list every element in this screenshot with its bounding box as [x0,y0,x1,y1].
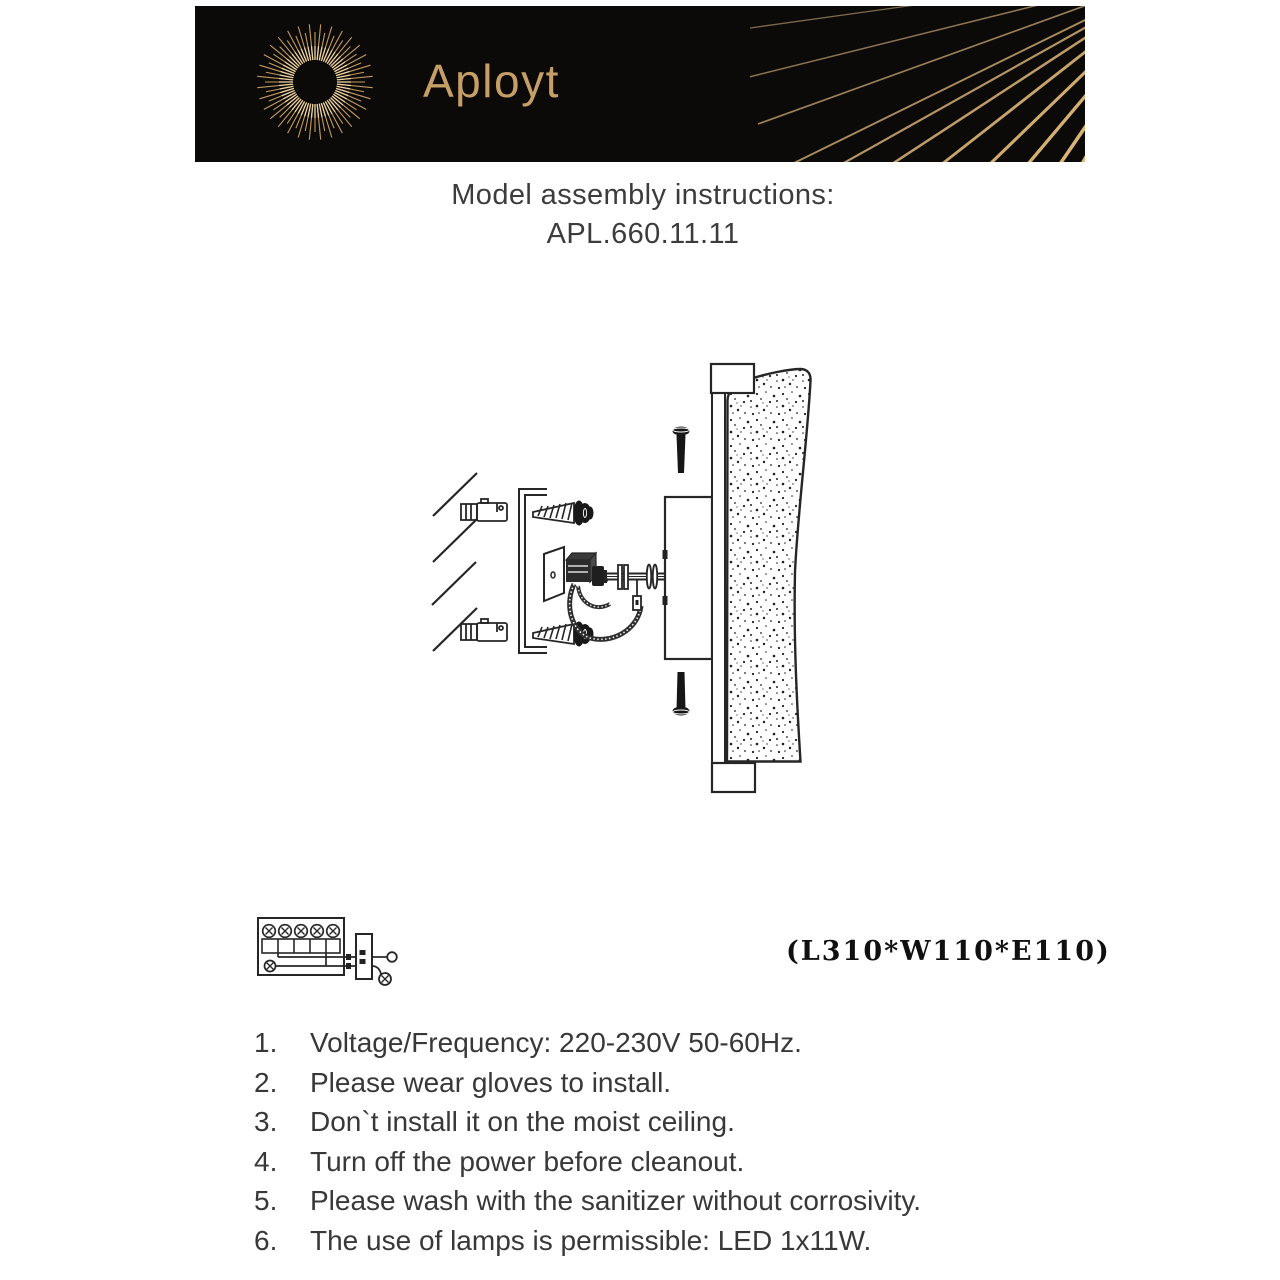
lamp-backplate [663,497,713,659]
page-title [0,176,1280,254]
neutral-terminal-icon [387,952,397,962]
dimensions-label: (L310*W110*E110) [786,936,1111,967]
lamp-symbol-icon [379,973,391,985]
list-item [254,1181,1134,1221]
list-item [254,1102,1134,1142]
wall-anchor-icon [461,499,507,521]
item-number: 4. [254,1145,278,1177]
wiring-diagram [253,908,408,998]
brand-banner [195,6,1085,162]
list-item [254,1221,1134,1261]
assembly-diagram [410,352,822,804]
lamp-body [711,364,811,792]
fixing-bolt-icon [673,672,690,716]
terminal-screws [263,925,340,972]
connector-rod-icon [603,565,664,611]
list-item [254,1023,1134,1063]
switch-box-icon [356,934,372,979]
item-number: 6. [254,1224,278,1256]
item-text: Voltage/Frequency: 220-230V 50-60Hz. [310,1027,802,1058]
item-number: 3. [254,1106,278,1137]
item-number: 1. [254,1027,278,1058]
item-text: Please wash with the sanitizer without corrosivity. [310,1185,922,1216]
assembly-instructions-title: Model assembly instructions: [451,179,835,211]
item-text: Don`t install it on the moist ceiling. [310,1106,735,1137]
sunburst-icon [243,8,393,158]
mounting-screw-icon [533,501,594,526]
lamp-diffuser [727,369,811,762]
item-text: The use of lamps is permissible: LED 1x11W. [310,1224,872,1256]
item-text: Turn off the power before cleanout. [310,1145,745,1177]
item-number: 2. [254,1066,278,1098]
list-item [254,1063,1134,1103]
junction-plate-icon [544,547,564,601]
item-text: Please wear gloves to install. [310,1066,672,1098]
list-item [254,1142,1134,1182]
item-number: 5. [254,1185,278,1216]
model-code: APL.660.11.11 [546,218,740,250]
cable-icon [570,584,641,639]
instructions-list [254,1023,1134,1260]
fixing-bolt-icon [673,427,690,474]
brand-name: Aployt [423,55,560,107]
wall-anchor-icon [461,619,507,641]
terminal-clamps [262,939,340,953]
decorative-rays-icon [750,6,1085,162]
led-driver-icon [566,553,608,586]
